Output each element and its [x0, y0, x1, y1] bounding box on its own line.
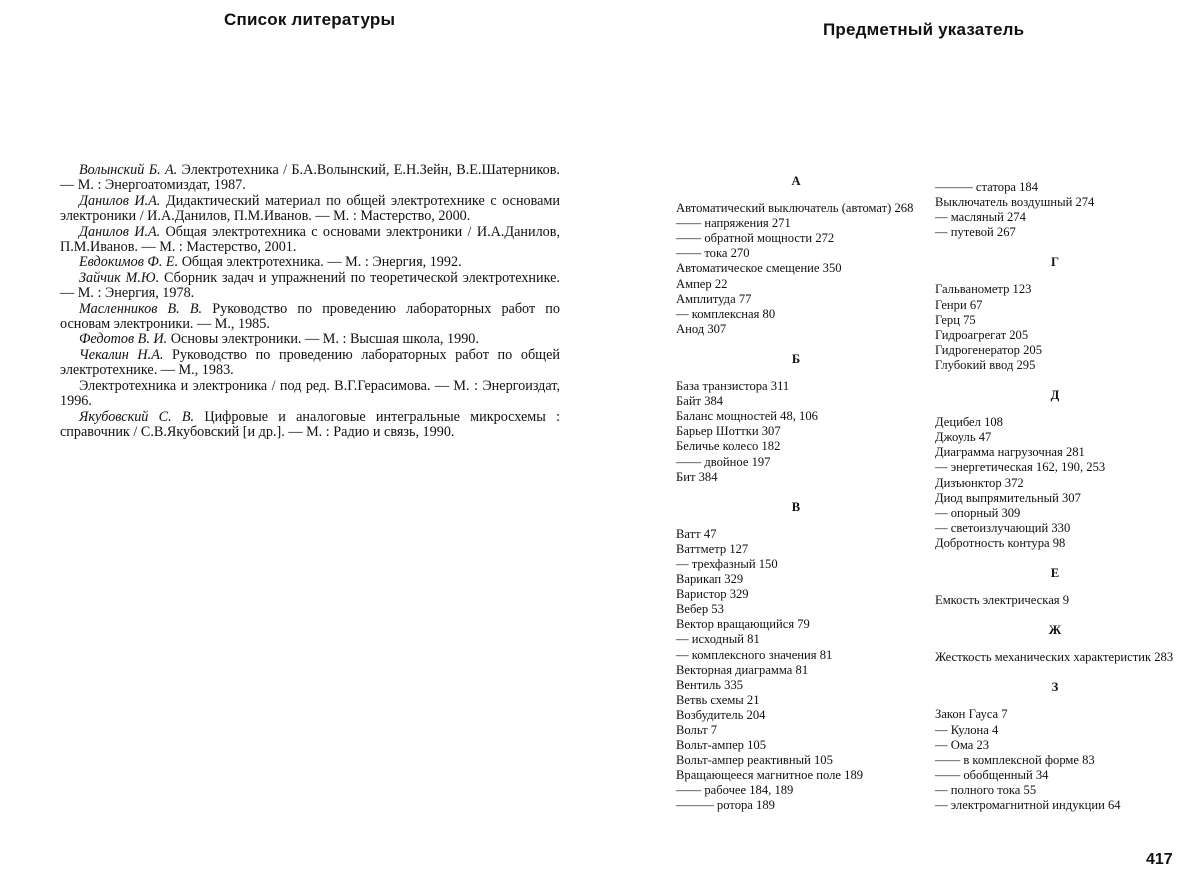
index-letter-heading: А	[791, 174, 801, 188]
index-entry: — масляный 274	[935, 210, 1026, 225]
index-entry: —— обратной мощности 272	[676, 231, 835, 246]
index-entry: Анод 307	[676, 321, 727, 336]
index-entry: — исходный 81	[676, 632, 760, 647]
bibliography-author: Волынский Б. А.	[79, 162, 178, 178]
index-entry: — комплексная 80	[676, 306, 776, 321]
bibliography-author: Евдокимов Ф. Е.	[79, 254, 179, 271]
index-entry: Вентиль 335	[676, 677, 744, 692]
index-entry: Вращающееся магнитное поле 189	[676, 768, 864, 783]
index-column-1	[676, 174, 916, 814]
bibliography-author: Чекалин Н.А.	[79, 346, 164, 363]
index-group-v-continued	[935, 180, 1175, 240]
index-title: Предметный указатель	[823, 20, 1025, 39]
bibliography-entry	[60, 332, 560, 347]
index-entry: Автоматическое смещение 350	[676, 261, 842, 276]
bibliography-text: Общая электротехника. — М. : Энергия, 1992.	[178, 254, 462, 271]
index-entry: Амплитуда 77	[676, 291, 752, 306]
index-entry: — Ома 23	[935, 737, 990, 752]
bibliography-text: Общая электротехника с основами электроники / И.А.Данилов, П.М.Иванов. — М. : Мастерство, 2001.	[60, 223, 560, 256]
bibliography-author: Данилов И.А.	[79, 192, 161, 209]
index-entry: — комплексного значения 81	[676, 647, 833, 662]
index-entry: Джоуль 47	[935, 430, 992, 445]
index-entry: — полного тока 55	[935, 782, 1037, 797]
bibliography-title: Список литературы	[224, 10, 396, 29]
index-group-v	[676, 527, 916, 814]
bibliography-entry	[60, 163, 560, 194]
bibliography-text: Электротехника / Б.А.Волынский, Е.Н.Зейн, В.Е.Шатерников. — М. : Энергоатомиздат, 1987.	[60, 162, 560, 194]
bibliography-text: Цифровые и аналоговые интегральные микросхемы : справочник / С.В.Якубовский [и др.]. — М. : Радио и связь, 1990.	[60, 408, 560, 440]
index-group-a	[676, 201, 916, 337]
index-entry: — электромагнитной индукции 64	[935, 798, 1121, 812]
index-entry: —— рабочее 184, 189	[676, 783, 794, 798]
index-entry: Генри 67	[935, 297, 983, 312]
right-page	[600, 0, 1200, 881]
index-entry: —— напряжения 271	[676, 216, 791, 231]
index-entry: Вольт 7	[676, 723, 718, 737]
index-column-2	[935, 180, 1175, 813]
index-entry: База транзистора 311	[676, 379, 790, 394]
bibliography-entry	[60, 225, 560, 256]
index-entry: Децибел 108	[935, 415, 1003, 430]
bibliography-list	[60, 163, 560, 440]
bibliography-text: Руководство по проведению лабораторных работ по основам электроники. — М., 1985.	[60, 300, 560, 333]
index-entry: Вольт-ампер реактивный 105	[676, 753, 833, 768]
index-entry: Автоматический выключатель (автомат) 268	[676, 201, 914, 216]
bibliography-entry	[60, 379, 560, 410]
bibliography-entry	[60, 348, 560, 379]
index-entry: Векторная диаграмма 81	[676, 662, 809, 677]
index-entry: —— в комплексной форме 83	[935, 752, 1095, 767]
index-entry: Жесткость механических характеристик 283	[935, 650, 1174, 665]
index-entry: Закон Гауса 7	[935, 707, 1008, 722]
index-entry: Ампер 22	[676, 276, 728, 291]
index-entry: Емкость электрическая 9	[935, 593, 1070, 608]
bibliography-entry	[60, 194, 560, 225]
index-entry: Барьер Шоттки 307	[676, 424, 781, 439]
index-entry: —— двойное 197	[676, 454, 771, 469]
index-entry: Гальванометр 123	[935, 282, 1032, 297]
page-number: 417	[1146, 851, 1173, 868]
index-entry: Байт 384	[676, 394, 724, 409]
index-entry: Беличье колесо 182	[676, 439, 781, 454]
index-letter-heading: Е	[1050, 565, 1060, 580]
bibliography-text: Руководство по проведению лабораторных работ по общей электротехнике. — М., 1983.	[60, 346, 560, 379]
index-entry: —— тока 270	[676, 246, 750, 261]
bibliography-author: Данилов И.А.	[79, 223, 161, 240]
index-letter-heading: Г	[1050, 255, 1059, 270]
index-entry: Варикап 329	[676, 572, 744, 587]
bibliography-author: Федотов В. И.	[79, 331, 168, 348]
index-entry: Баланс мощностей 48, 106	[676, 409, 818, 424]
bibliography-entry	[60, 271, 560, 302]
index-group-b	[676, 379, 916, 485]
index-group-zh	[935, 650, 1175, 665]
bibliography-text: Основы электроники. — М. : Высшая школа, 1990.	[167, 331, 479, 348]
index-entry: Ветвь схемы 21	[676, 692, 760, 707]
index-entry: Диаграмма нагрузочная 281	[935, 445, 1085, 460]
index-entry: Глубокий ввод 295	[935, 357, 1036, 372]
index-letter-heading: Б	[791, 351, 801, 366]
index-entry: Варистор 329	[676, 587, 749, 602]
bibliography-text: Сборник задач и упражнений по теоретической электротехнике. — М. : Энергия, 1978.	[60, 269, 560, 302]
index-entry: Ватт 47	[676, 526, 717, 541]
index-letter-heading: Ж	[1048, 623, 1062, 638]
index-entry: Ваттметр 127	[676, 541, 749, 556]
index-letter-heading: Д	[1050, 388, 1060, 403]
bibliography-text: Электротехника и электроника / под ред. В.Г.Герасимова. — М. : Энергоиздат, 1996.	[60, 377, 560, 410]
index-entry: Добротность контура 98	[935, 535, 1066, 550]
index-letter-heading: З	[1051, 680, 1059, 695]
index-entry: —— обобщенный 34	[935, 767, 1049, 782]
bibliography-author: Масленников В. В.	[79, 300, 203, 317]
index-entry: Вектор вращающийся 79	[676, 617, 810, 632]
index-entry: — опорный 309	[935, 505, 1021, 520]
bibliography-text: Дидактический материал по общей электротехнике с основами электроники / И.А.Данилов, П.М.Иванов. — М. : Мастерство, 2000.	[60, 192, 561, 225]
index-entry: Вебер 53	[676, 602, 724, 617]
index-entry: Диод выпрямительный 307	[935, 490, 1081, 505]
bibliography-entry	[60, 302, 560, 333]
index-entry: — энергетическая 162, 190, 253	[935, 460, 1106, 475]
index-entry: Герц 75	[935, 312, 976, 327]
index-group-d	[935, 415, 1175, 551]
index-entry: Выключатель воздушный 274	[935, 195, 1095, 210]
index-group-z	[935, 707, 1175, 813]
index-entry: Гидроагрегат 205	[935, 327, 1029, 342]
index-entry: ——— ротора 189	[676, 798, 775, 813]
index-entry: Бит 384	[676, 469, 718, 484]
index-letter-heading: В	[791, 499, 801, 514]
bibliography-author: Якубовский С. В.	[79, 408, 195, 425]
index-entry: Вольт-ампер 105	[676, 738, 767, 753]
bibliography-entry	[60, 410, 560, 441]
index-entry: — путевой 267	[935, 225, 1016, 240]
bibliography-author: Зайчик М.Ю.	[79, 269, 160, 286]
bibliography-entry	[60, 255, 560, 270]
index-group-g	[935, 282, 1175, 373]
index-entry: — Кулона 4	[935, 722, 999, 737]
index-entry: Гидрогенератор 205	[935, 342, 1042, 357]
index-entry: Дизъюнктор 372	[935, 475, 1024, 490]
index-entry: Возбудитель 204	[676, 707, 766, 722]
index-entry: — трехфазный 150	[676, 556, 778, 571]
index-entry: ——— статора 184	[935, 180, 1039, 194]
index-entry: — светоизлучающий 330	[935, 520, 1071, 535]
index-group-e	[935, 593, 1175, 608]
